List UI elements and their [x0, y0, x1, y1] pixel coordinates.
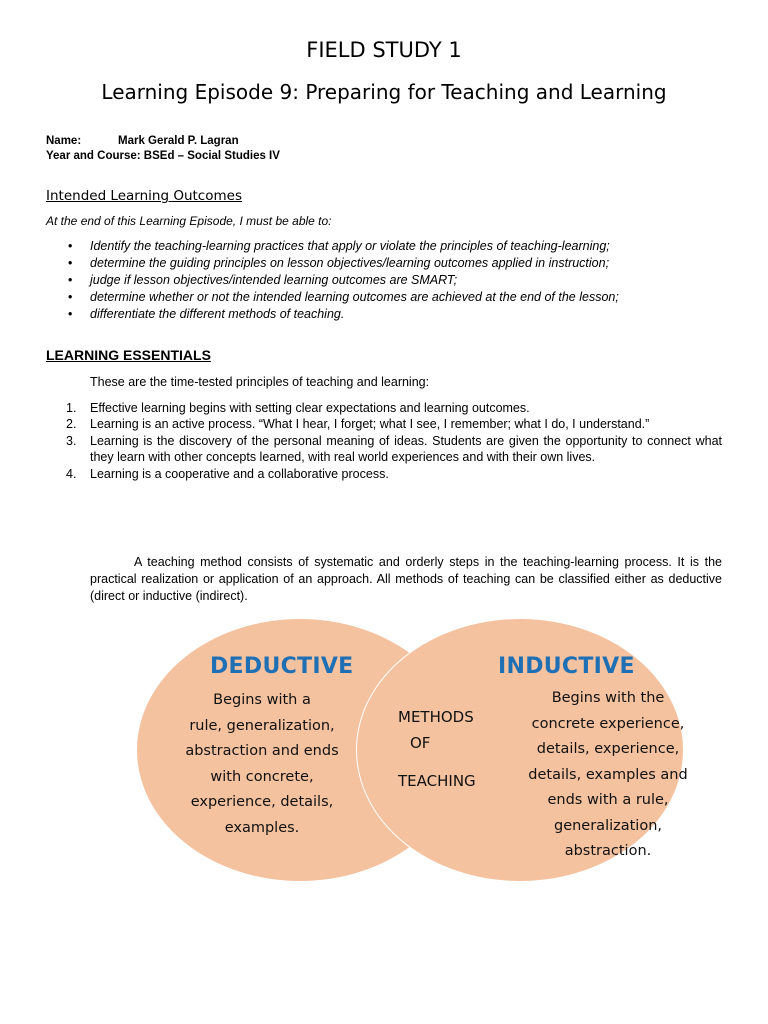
principle-text: Learning is an active process. “What I hear, I forget; what I see, I remember; what I do, I understand.”	[90, 417, 650, 432]
center-teaching: TEACHING	[398, 772, 476, 790]
principle-number: 3.	[66, 433, 77, 448]
inductive-line: details, examples and	[528, 766, 688, 783]
deductive-description	[162, 688, 362, 841]
student-name-row	[46, 135, 239, 147]
deductive-line: Begins with a	[213, 692, 311, 708]
name-label: Name:	[46, 135, 82, 147]
principle-item	[66, 416, 722, 432]
center-of: OF	[410, 734, 431, 752]
inductive-line: Begins with the	[551, 690, 665, 706]
inductive-line: details, experience,	[536, 741, 680, 757]
deductive-label: DEDUCTIVE	[210, 654, 354, 679]
inductive-label: INDUCTIVE	[498, 654, 635, 679]
principle-text: Learning is a cooperative and a collaborative process.	[90, 466, 389, 481]
episode-title: Learning Episode 9: Preparing for Teaching and Learning	[101, 80, 667, 104]
inductive-line: generalization,	[553, 817, 663, 834]
principle-item	[66, 400, 722, 416]
principles-list	[66, 400, 722, 482]
principle-number: 2.	[66, 417, 77, 432]
bullet-icon: •	[68, 239, 73, 253]
outcome-text: determine whether or not the intended learning outcomes are achieved at the end of the lesson;	[90, 290, 619, 304]
document-title: FIELD STUDY 1	[306, 38, 462, 62]
outcome-text: judge if lesson objectives/intended learning outcomes are SMART;	[90, 273, 458, 287]
essentials-intro: These are the time-tested principles of teaching and learning:	[90, 375, 430, 389]
center-methods: METHODS	[398, 708, 474, 726]
outcomes-intro: At the end of this Learning Episode, I must be able to:	[46, 214, 332, 228]
outcome-item	[68, 238, 738, 255]
year-course-row	[46, 150, 280, 162]
name-value: Mark Gerald P. Lagran	[118, 135, 239, 147]
principle-text: Learning is the discovery of the personal meaning of ideas. Students are given the opportunity to connect what they learn with other concepts learned, with real world experiences and with their own lives.	[90, 433, 722, 465]
outcome-item	[68, 272, 738, 289]
deductive-line: abstraction and ends	[185, 743, 339, 759]
inductive-line: ends with a rule,	[547, 792, 669, 808]
bullet-icon: •	[68, 273, 73, 287]
bullet-icon: •	[68, 290, 73, 304]
inductive-line: concrete experience,	[531, 715, 685, 732]
principle-text: Effective learning begins with setting clear expectations and learning outcomes.	[90, 401, 530, 415]
outcome-text: determine the guiding principles on lesson objectives/learning outcomes applied in instruction;	[90, 256, 610, 270]
outcome-item	[68, 289, 738, 306]
principle-item	[66, 466, 722, 482]
outcome-item	[68, 306, 738, 323]
deductive-line: examples.	[224, 819, 300, 836]
principle-item	[66, 433, 722, 466]
course-label: Year and Course:	[46, 150, 141, 162]
outcomes-list	[68, 238, 738, 323]
principle-number: 4.	[66, 466, 77, 481]
deductive-line: with concrete,	[210, 768, 314, 785]
deductive-line: rule, generalization,	[189, 717, 335, 734]
inductive-line: abstraction.	[564, 843, 652, 859]
course-value: BSEd – Social Studies IV	[143, 150, 280, 162]
bullet-icon: •	[68, 256, 73, 270]
outcome-text: Identify the teaching-learning practices that apply or violate the principles of teaching-learning;	[90, 239, 610, 253]
outcomes-heading: Intended Learning Outcomes	[46, 188, 242, 204]
inductive-description	[508, 686, 708, 865]
bullet-icon: •	[68, 307, 73, 321]
outcome-item	[68, 255, 738, 272]
outcome-text: differentiate the different methods of teaching.	[90, 307, 345, 321]
teaching-method-paragraph: A teaching method consists of systematic and orderly steps in the teaching-learning process. It is the practical realization or application of an approach. All methods of teaching can be classified either as deductive (direct or inductive (indirect).	[90, 555, 722, 603]
methods-venn-diagram	[126, 606, 740, 902]
essentials-heading: LEARNING ESSENTIALS	[46, 347, 211, 363]
principle-number: 1.	[66, 401, 77, 415]
deductive-line: experience, details,	[190, 794, 334, 810]
